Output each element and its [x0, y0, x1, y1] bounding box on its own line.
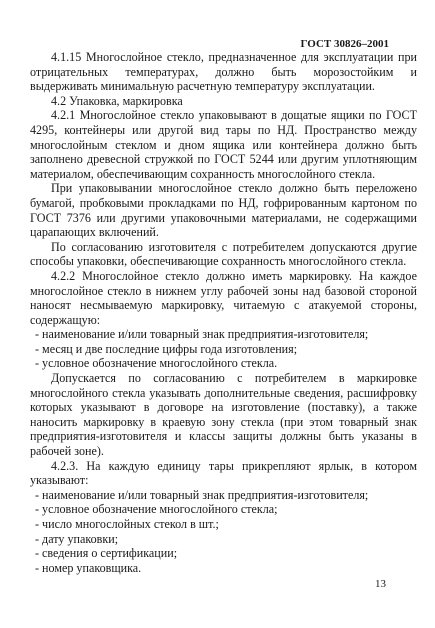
paragraph-4-1-15: 4.1.15 Многослойное стекло, предназначенное для эксплуатации при отрицательных температурах, должно быть морозостойким и выдерживать минимальную расчетную температуру эксплуатации. [30, 50, 417, 94]
paragraph-packing: При упаковывании многослойное стекло должно быть переложено бумагой, пробковыми прокладками по НД, гофрированным картоном по ГОСТ 7376 или другими упаковочными материалами, не содержащими царапающих включений. [30, 181, 417, 240]
list-item: - наименование и/или товарный знак предприятия-изготовителя; [35, 487, 369, 502]
list-item: - наименование и/или товарный знак предприятия-изготовителя; [35, 327, 369, 342]
page-number: 13 [375, 578, 386, 590]
document-code: ГОСТ 30826–2001 [300, 38, 389, 50]
list-item: - месяц и две последние цифры года изготовления; [35, 341, 298, 356]
section-heading-4-2: 4.2 Упаковка, маркировка [51, 93, 183, 108]
paragraph-4-2-1: 4.2.1 Многослойное стекло упаковывают в дощатые ящики по ГОСТ 4295, контейнеры или другой вид тары по НД. Пространство между многослойным стеклом и дном ящика или контейнера должно быть заполнено древесной стружкой по ГОСТ 5244 или другим уплотняющим материалом, обеспечивающим сохранность многослойного стекла. [30, 108, 417, 181]
paragraph-agreement: По согласованию изготовителя с потребителем допускаются другие способы упаковки, обеспечивающие сохранность многослойного стекла. [30, 239, 417, 269]
list-item: - число многослойных стекол в шт.; [35, 517, 219, 531]
list-item: - сведения о сертификации; [35, 546, 178, 561]
list-item: - условное обозначение многослойного стекла. [35, 356, 278, 371]
paragraph-additional-info: Допускается по согласованию с потребителем в маркировке многослойного стекла указывать дополнительные сведения, расшифровку которых указывают в договоре на изготовление (поставку), а также наносить маркировку в краевую зону стекла (при этом товарный знак предприятия-изготовителя и классы защиты должны быть указаны в рабочей зоне). [30, 371, 417, 459]
list-item: - номер упаковщика. [35, 560, 142, 575]
paragraph-4-2-2: 4.2.2 Многослойное стекло должно иметь маркировку. На каждое многослойное стекло в нижнем углу рабочей зоны над базовой стороной наносят несмываемую маркировку, читаемую с атакуемой стороны, содержащую: [30, 268, 417, 327]
paragraph-4-2-3: 4.2.3. На каждую единицу тары прикрепляют ярлык, в котором указывают: [30, 458, 417, 488]
list-item: - условное обозначение многослойного стекла; [35, 502, 278, 517]
document-body [30, 50, 417, 575]
list-item: - дату упаковки; [35, 531, 119, 546]
